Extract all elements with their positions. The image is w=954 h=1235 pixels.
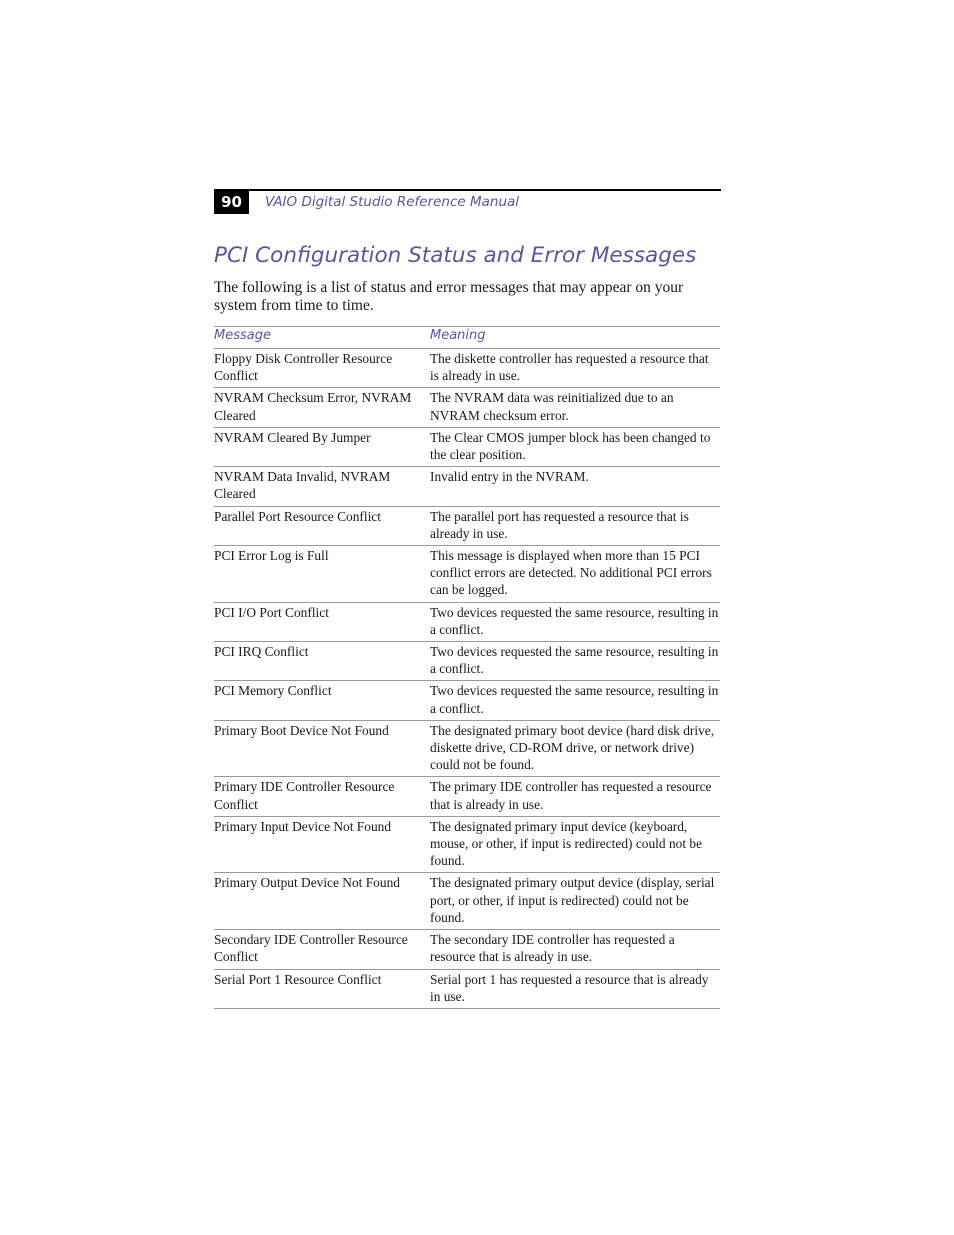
message-cell: PCI Error Log is Full xyxy=(214,546,430,603)
page-title: PCI Configuration Status and Error Messages xyxy=(214,243,697,268)
table-row xyxy=(214,969,720,1008)
message-cell: Serial Port 1 Resource Conflict xyxy=(214,969,430,1008)
table-row xyxy=(214,427,720,466)
table-row xyxy=(214,467,720,506)
table-row xyxy=(214,602,720,641)
table-row xyxy=(214,873,720,930)
meaning-cell: The secondary IDE controller has requested a resource that is already in use. xyxy=(430,930,720,969)
message-cell: Parallel Port Resource Conflict xyxy=(214,506,430,545)
meaning-cell: The designated primary output device (display, serial port, or other, if input is redirected) could not be found. xyxy=(430,873,720,930)
message-cell: NVRAM Cleared By Jumper xyxy=(214,427,430,466)
column-header-meaning: Meaning xyxy=(430,327,720,349)
message-cell: PCI IRQ Conflict xyxy=(214,642,430,681)
table-row xyxy=(214,681,720,720)
meaning-cell: The NVRAM data was reinitialized due to an NVRAM checksum error. xyxy=(430,388,720,427)
meaning-cell: The diskette controller has requested a resource that is already in use. xyxy=(430,349,720,388)
header-rule xyxy=(214,189,721,191)
meaning-cell: Invalid entry in the NVRAM. xyxy=(430,467,720,506)
meaning-cell: Two devices requested the same resource, resulting in a conflict. xyxy=(430,602,720,641)
message-cell: PCI Memory Conflict xyxy=(214,681,430,720)
table-row xyxy=(214,349,720,388)
table-row xyxy=(214,816,720,873)
meaning-cell: The primary IDE controller has requested a resource that is already in use. xyxy=(430,777,720,816)
messages-table xyxy=(214,326,720,1009)
meaning-cell: Serial port 1 has requested a resource that is already in use. xyxy=(430,969,720,1008)
meaning-cell: The parallel port has requested a resource that is already in use. xyxy=(430,506,720,545)
table-row xyxy=(214,388,720,427)
message-cell: Primary Output Device Not Found xyxy=(214,873,430,930)
table-row xyxy=(214,546,720,603)
running-title: VAIO Digital Studio Reference Manual xyxy=(265,194,520,210)
intro-paragraph: The following is a list of status and error messages that may appear on your system from time to time. xyxy=(214,279,684,314)
message-cell: Primary Input Device Not Found xyxy=(214,816,430,873)
meaning-cell: The designated primary boot device (hard disk drive, diskette drive, CD-ROM drive, or network drive) could not be found. xyxy=(430,720,720,777)
message-cell: Primary Boot Device Not Found xyxy=(214,720,430,777)
page-number: 90 xyxy=(214,191,249,214)
message-cell: NVRAM Data Invalid, NVRAM Cleared xyxy=(214,467,430,506)
table-body xyxy=(214,349,720,1009)
meaning-cell: The designated primary input device (keyboard, mouse, or other, if input is redirected) could not be found. xyxy=(430,816,720,873)
meaning-cell: This message is displayed when more than 15 PCI conflict errors are detected. No additional PCI errors can be logged. xyxy=(430,546,720,603)
table-header-row xyxy=(214,327,720,349)
message-cell: Floppy Disk Controller Resource Conflict xyxy=(214,349,430,388)
message-cell: PCI I/O Port Conflict xyxy=(214,602,430,641)
table-row xyxy=(214,720,720,777)
table-row xyxy=(214,777,720,816)
meaning-cell: Two devices requested the same resource, resulting in a conflict. xyxy=(430,642,720,681)
table-row xyxy=(214,506,720,545)
table-row xyxy=(214,642,720,681)
message-cell: NVRAM Checksum Error, NVRAM Cleared xyxy=(214,388,430,427)
meaning-cell: Two devices requested the same resource, resulting in a conflict. xyxy=(430,681,720,720)
table-row xyxy=(214,930,720,969)
message-cell: Primary IDE Controller Resource Conflict xyxy=(214,777,430,816)
message-cell: Secondary IDE Controller Resource Conflict xyxy=(214,930,430,969)
column-header-message: Message xyxy=(214,327,430,349)
meaning-cell: The Clear CMOS jumper block has been changed to the clear position. xyxy=(430,427,720,466)
